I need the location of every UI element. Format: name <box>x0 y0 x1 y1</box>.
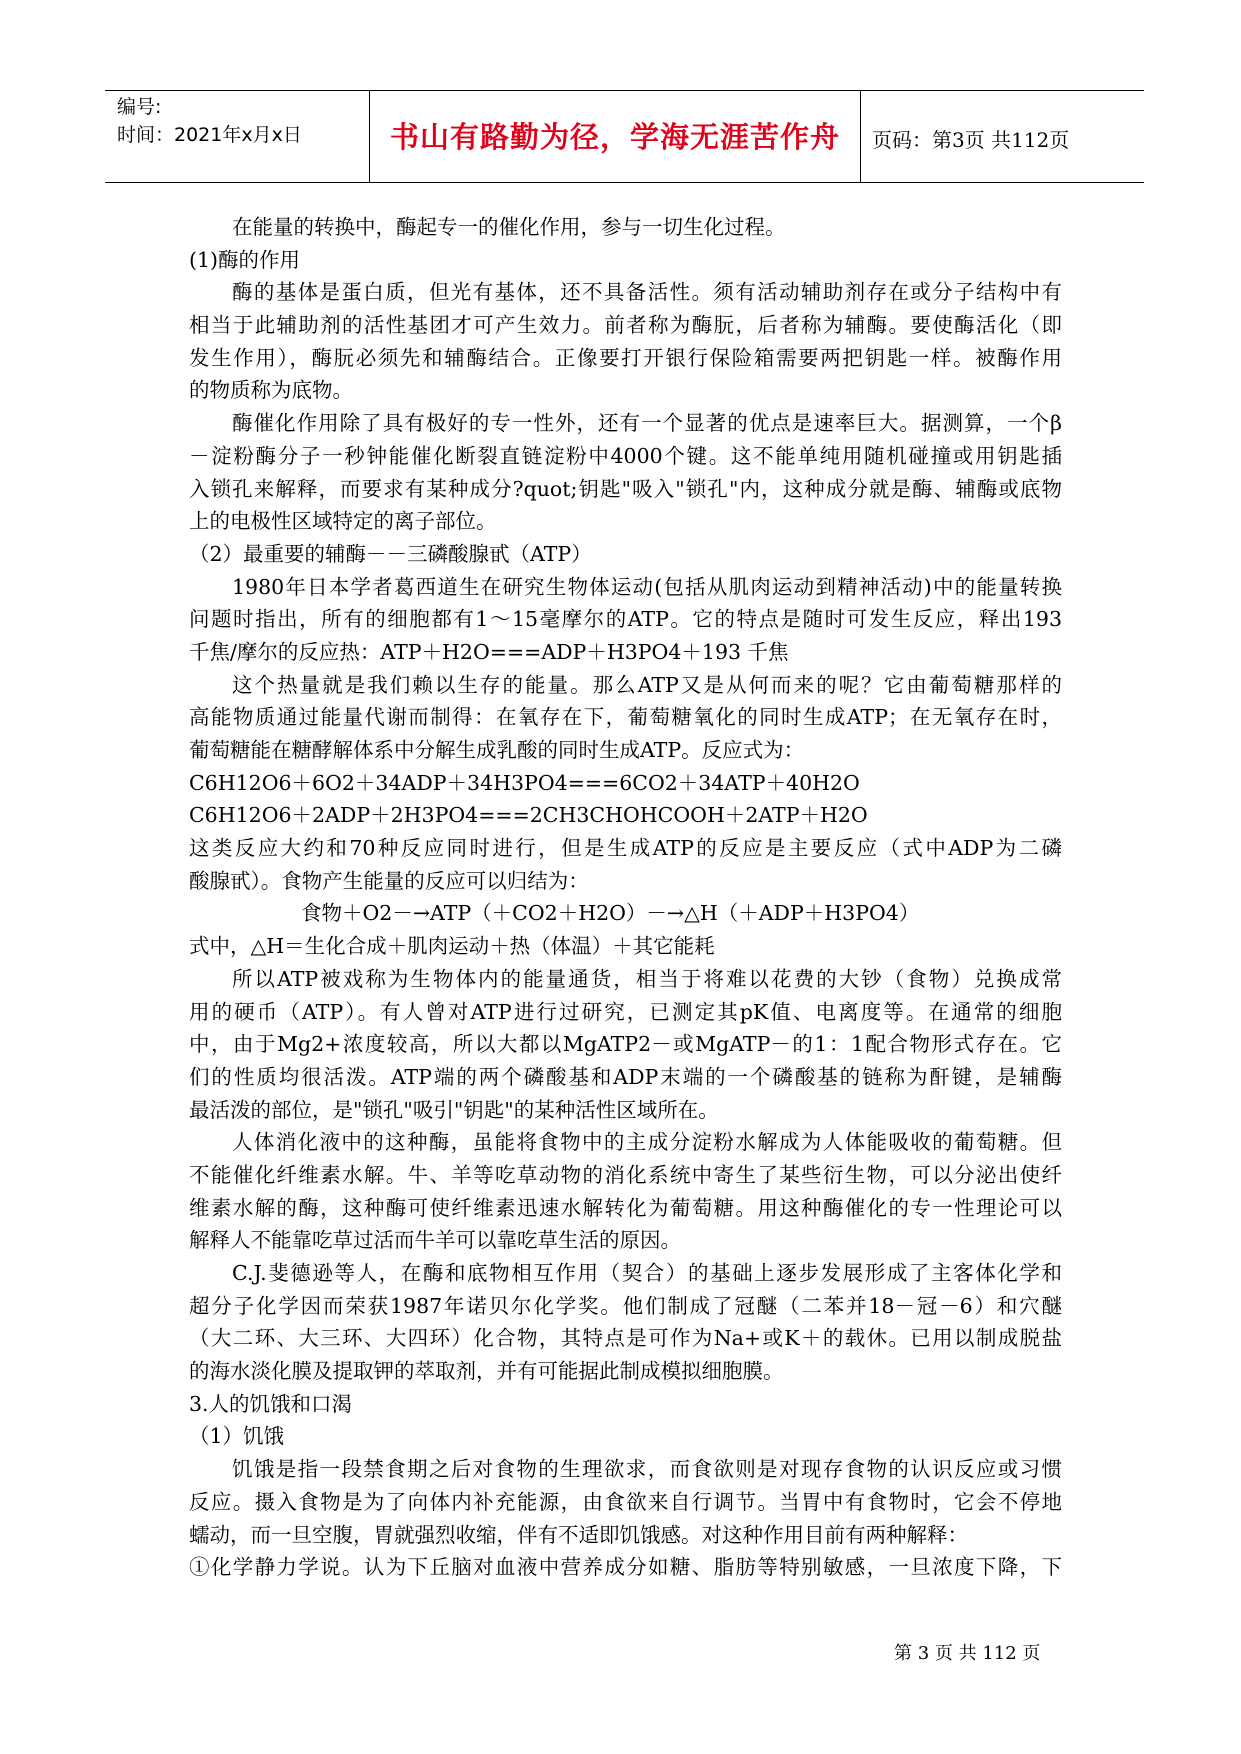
paragraph-line: 千焦/摩尔的反应热：ATP＋H2O===ADP＋H3PO4＋193 千焦 <box>189 639 789 664</box>
header-divider-right <box>860 90 861 182</box>
equation-line: C6H12O6＋2ADP＋2H3PO4===2CH3CHOHCOOH＋2ATP＋H2O <box>189 803 868 828</box>
paragraph-line: 用的硬币（ATP）。有人曾对ATP进行过研究，已测定其pK值、电离度等。在通常的细胞 <box>189 999 1062 1024</box>
paragraph-line: 在能量的转换中，酶起专一的催化作用，参与一切生化过程。 <box>232 215 786 239</box>
paragraph-line: 所以ATP被戏称为生物体内的能量通货，相当于将难以花费的大钞（食物）兑换成常 <box>232 966 1062 991</box>
section-heading: （2）最重要的辅酶－－三磷酸腺甙（ATP） <box>189 541 592 566</box>
paragraph-line: 相当于此辅助剂的活性基团才可产生效力。前者称为酶朊，后者称为辅酶。要使酶活化（即 <box>189 313 1062 338</box>
document-number-label: 编号: <box>117 96 162 118</box>
paragraph-line: 超分子化学因而荣获1987年诺贝尔化学奖。他们制成了冠醚（二苯并18－冠－6）和穴醚 <box>189 1293 1062 1318</box>
paragraph-line: 蠕动，而一旦空腹，胃就强烈收缩，伴有不适即饥饿感。对这种作用目前有两种解释： <box>189 1522 968 1547</box>
section-heading: （1）饥饿 <box>189 1424 285 1449</box>
paragraph-line: 酸腺甙）。食物产生能量的反应可以归结为： <box>189 868 589 893</box>
paragraph-line: 饥饿是指一段禁食期之后对食物的生理欲求，而食欲则是对现存食物的认识反应或习惯 <box>232 1457 1062 1482</box>
paragraph-line: 这个热量就是我们赖以生存的能量。那么ATP又是从何而来的呢？它由葡萄糖那样的 <box>232 672 1062 697</box>
paragraph-line: 1980年日本学者葛西道生在研究生物体运动(包括从肌肉运动到精神活动)中的能量转换 <box>232 574 1062 599</box>
paragraph-line: －淀粉酶分子一秒钟能催化断裂直链淀粉中4000个键。这不能单纯用随机碰撞或用钥匙插 <box>189 443 1062 468</box>
paragraph-line: 中，由于Mg2+浓度较高，所以大都以MgATP2－或MgATP－的1：1配合物形式存在。它 <box>189 1032 1062 1057</box>
header-page-number: 页码：第3页 共112页 <box>872 128 1070 152</box>
document-body <box>189 211 1062 1584</box>
paragraph-line: 解释人不能靠吃草过活而牛羊可以靠吃草生活的原因。 <box>189 1228 681 1253</box>
paragraph-line: 酶催化作用除了具有极好的专一性外，还有一个显著的优点是速率巨大。据测算，一个β <box>232 411 1062 436</box>
footer-page-number: 第 3 页 共 112 页 <box>894 1643 1041 1664</box>
equation-line: C6H12O6＋6O2＋34ADP＋34H3PO4===6CO2＋34ATP＋40H2O <box>189 770 860 795</box>
paragraph-line: 反应。摄入食物是为了向体内补充能源，由食欲来自行调节。当胃中有食物时，它会不停地 <box>189 1489 1062 1514</box>
paragraph-line: 式中，△H＝生化合成＋肌肉运动＋热（体温）＋其它能耗 <box>189 934 715 959</box>
paragraph-line: 人体消化液中的这种酶，虽能将食物中的主成分淀粉水解成为人体能吸收的葡萄糖。但 <box>232 1130 1062 1155</box>
paragraph-line: 不能催化纤维素水解。牛、羊等吃草动物的消化系统中寄生了某些衍生物，可以分泌出使纤 <box>189 1162 1062 1187</box>
paragraph-line: 高能物质通过能量代谢而制得：在氧存在下，葡萄糖氧化的同时生成ATP；在无氧存在时， <box>189 705 1062 730</box>
paragraph-line: 上的电极性区域特定的离子部位。 <box>189 509 497 534</box>
paragraph-line: 的物质称为底物。 <box>189 378 353 403</box>
paragraph-line: ①化学静力学说。认为下丘脑对血液中营养成分如糖、脂肪等特别敏感，一旦浓度下降，下 <box>189 1555 1062 1580</box>
section-heading: (1)酶的作用 <box>189 247 301 272</box>
paragraph-line: （大二环、大三环、大四环）化合物，其特点是可作为Na+或K＋的载休。已用以制成脱盐 <box>189 1326 1062 1351</box>
paragraph-line: 最活泼的部位，是"锁孔"吸引"钥匙"的某种活性区域所在。 <box>189 1097 719 1122</box>
paragraph-line: C.J.斐德逊等人，在酶和底物相互作用（契合）的基础上逐步发展形成了主客体化学和 <box>232 1261 1062 1285</box>
header-meta <box>117 93 302 149</box>
paragraph-line: 这类反应大约和70种反应同时进行，但是生成ATP的反应是主要反应（式中ADP为二磷 <box>189 836 1062 861</box>
paragraph-line: 问题时指出，所有的细胞都有1～15毫摩尔的ATP。它的特点是随时可发生反应，释出193 <box>189 607 1062 632</box>
document-time-label: 时间：2021年x月x日 <box>117 124 302 146</box>
equation-line: 食物＋O2－→ATP（＋CO2＋H2O）－→△H（＋ADP＋H3PO4） <box>301 901 920 926</box>
paragraph-line: 发生作用），酶朊必须先和辅酶结合。正像要打开银行保险箱需要两把钥匙一样。被酶作用 <box>189 345 1062 370</box>
paragraph-line: 葡萄糖能在糖酵解体系中分解生成乳酸的同时生成ATP。反应式为： <box>189 738 805 762</box>
header-divider-left <box>369 90 370 182</box>
paragraph-line: 维素水解的酶，这种酶可使纤维素迅速水解转化为葡萄糖。用这种酶催化的专一性理论可以 <box>189 1195 1062 1220</box>
header-bottom-rule <box>105 182 1144 183</box>
header-top-rule <box>105 90 1144 91</box>
paragraph-line: 们的性质均很活泼。ATP端的两个磷酸基和ADP末端的一个磷酸基的链称为酐键，是辅酶 <box>189 1064 1062 1089</box>
section-heading: 3.人的饥饿和口渴 <box>189 1391 353 1416</box>
paragraph-line: 酶的基体是蛋白质，但光有基体，还不具备活性。须有活动辅助剂存在或分子结构中有 <box>232 280 1062 305</box>
header-motto: 书山有路勤为径，学海无涯苦作舟 <box>389 120 840 154</box>
paragraph-line: 的海水淡化膜及提取钾的萃取剂，并有可能据此制成模拟细胞膜。 <box>189 1359 784 1384</box>
paragraph-line: 入锁孔来解释，而要求有某种成分?quot;钥匙"吸入"锁孔"内，这种成分就是酶、辅酶或底物 <box>189 476 1062 501</box>
